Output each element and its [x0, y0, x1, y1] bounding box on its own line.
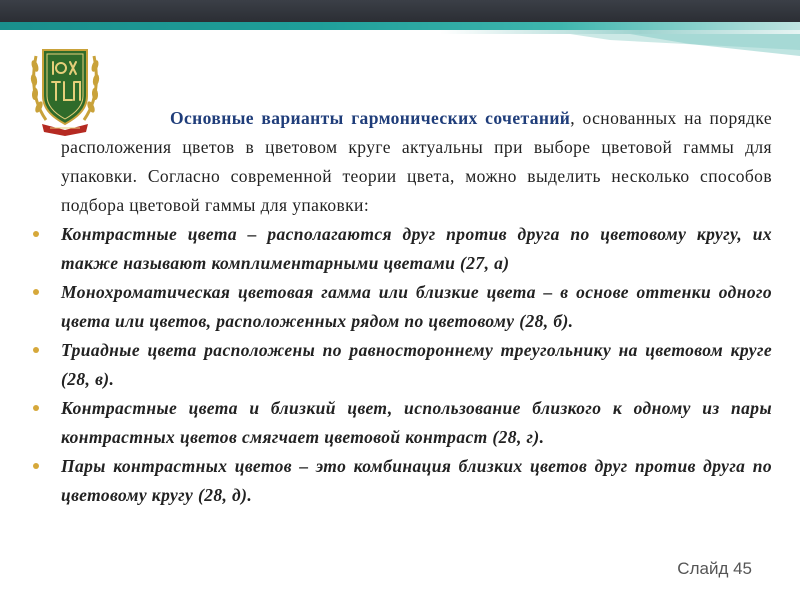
bullet-dot-icon	[33, 405, 39, 411]
bullet-dot-icon	[33, 289, 39, 295]
bullet-text: Монохроматическая цветовая гамма или близкие цвета – в основе оттенки одного цвета или цветов, расположенных рядом по цветовому (28, б).	[61, 282, 772, 331]
bullet-dot-icon	[33, 347, 39, 353]
bullet-text: Контрастные цвета и близкий цвет, использование близкого к одному из пары контрастных цветов смягчает цветовой контраст (28, г).	[61, 398, 772, 447]
header-teal-bar	[0, 22, 800, 30]
list-item	[32, 336, 772, 394]
intro-text: , основанных на порядке расположения цветов в цветовом круге актуальны при выборе цветовой гаммы для упаковки. Согласно современной теории цвета, можно выделить несколько способов подбора цветовой гаммы для упаковки:	[61, 108, 772, 215]
slide-content	[32, 104, 772, 510]
intro-paragraph	[61, 104, 772, 220]
bullet-text: Триадные цвета расположены по равностороннему треугольнику на цветовом круге (28, в).	[61, 340, 772, 389]
bullet-dot-icon	[33, 231, 39, 237]
list-item	[32, 278, 772, 336]
bullet-text: Контрастные цвета – располагаются друг против друга по цветовому кругу, их также называют комплиментарными цветами (27, а)	[61, 224, 772, 273]
header-corner-strips	[570, 34, 800, 56]
bullet-text: Пары контрастных цветов – это комбинация близких цветов друг против друга по цветовому кругу (28, д).	[61, 456, 772, 505]
list-item	[32, 452, 772, 510]
list-item	[32, 394, 772, 452]
list-item	[32, 220, 772, 278]
bullet-dot-icon	[33, 463, 39, 469]
bullet-list	[32, 220, 772, 510]
intro-highlight: Основные варианты гармонических сочетаний	[170, 108, 571, 128]
header-dark-bar	[0, 0, 800, 22]
slide-number: Слайд 45	[677, 559, 752, 578]
